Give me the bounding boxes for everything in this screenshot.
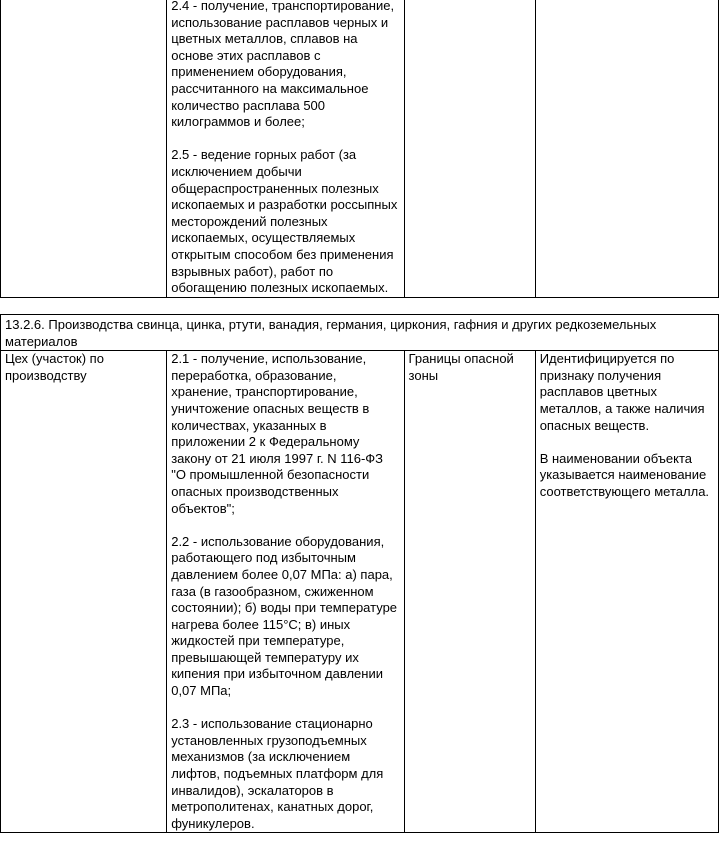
criterion-2-4: 2.4 - получение, транспортирование, использование расплавов черных и цветных металлов, сплавов на основе этих расплавов с применением оборудования, рассчитанного на максимальное количество расплава 500 килограммов и более;	[171, 0, 395, 130]
table-row	[1, 0, 719, 297]
section-title: 13.2.6. Производства свинца, цинка, ртути, ванадия, германия, циркония, гафния и других редкоземельных материалов	[1, 315, 719, 351]
identification-note: Идентифицируется по признаку получения расплавов цветных металлов, а также наличия опасных веществ.	[539, 351, 705, 433]
object-name-cell: Цех (участок) по производству	[1, 351, 167, 833]
col3-cell	[404, 0, 535, 297]
section-table	[0, 314, 719, 833]
criteria-cell	[167, 351, 404, 833]
criterion-2-5: 2.5 - ведение горных работ (за исключением добычи общераспространенных полезных ископаемых и разработки россыпных месторождений полезных ископаемых, осуществляемых открытым способом без применения взрывных работ), работ по обогащению полезных ископаемых.	[171, 147, 398, 296]
section-header-row	[1, 315, 719, 351]
criteria-cell	[167, 0, 404, 297]
top-table	[0, 0, 719, 298]
criterion-2-2: 2.2 - использование оборудования, работающего под избыточным давлением более 0,07 МПа: а) пара, газа (в газообразном, сжиженном состоянии); б) воды при температуре нагрева более 115°С; в) иных жидкостей при температуре, превышающей температуру их кипения при избыточном давлении 0,07 МПа;	[171, 533, 398, 699]
criterion-2-3: 2.3 - использование стационарно установленных грузоподъемных механизмов (за исключением лифтов, подъемных платформ для инвалидов), эскалаторов в метрополитенах, канатных дорог, фуникулеров.	[171, 716, 384, 831]
col1-cell	[1, 0, 167, 297]
naming-note: В наименовании объекта указывается наименование соответствующего металла.	[539, 450, 710, 499]
criterion-2-1: 2.1 - получение, использование, переработка, образование, хранение, транспортирование, уничтожение опасных веществ в количествах, указанных в приложении 2 к Федеральному закону от 21 июля 1997 г. N 116-ФЗ "О промышленной безопасности опасных производственных объектов";	[171, 351, 384, 516]
identification-cell	[535, 351, 718, 833]
col4-cell	[535, 0, 718, 297]
table-row	[1, 351, 719, 833]
zone-cell: Границы опасной зоны	[404, 351, 535, 833]
